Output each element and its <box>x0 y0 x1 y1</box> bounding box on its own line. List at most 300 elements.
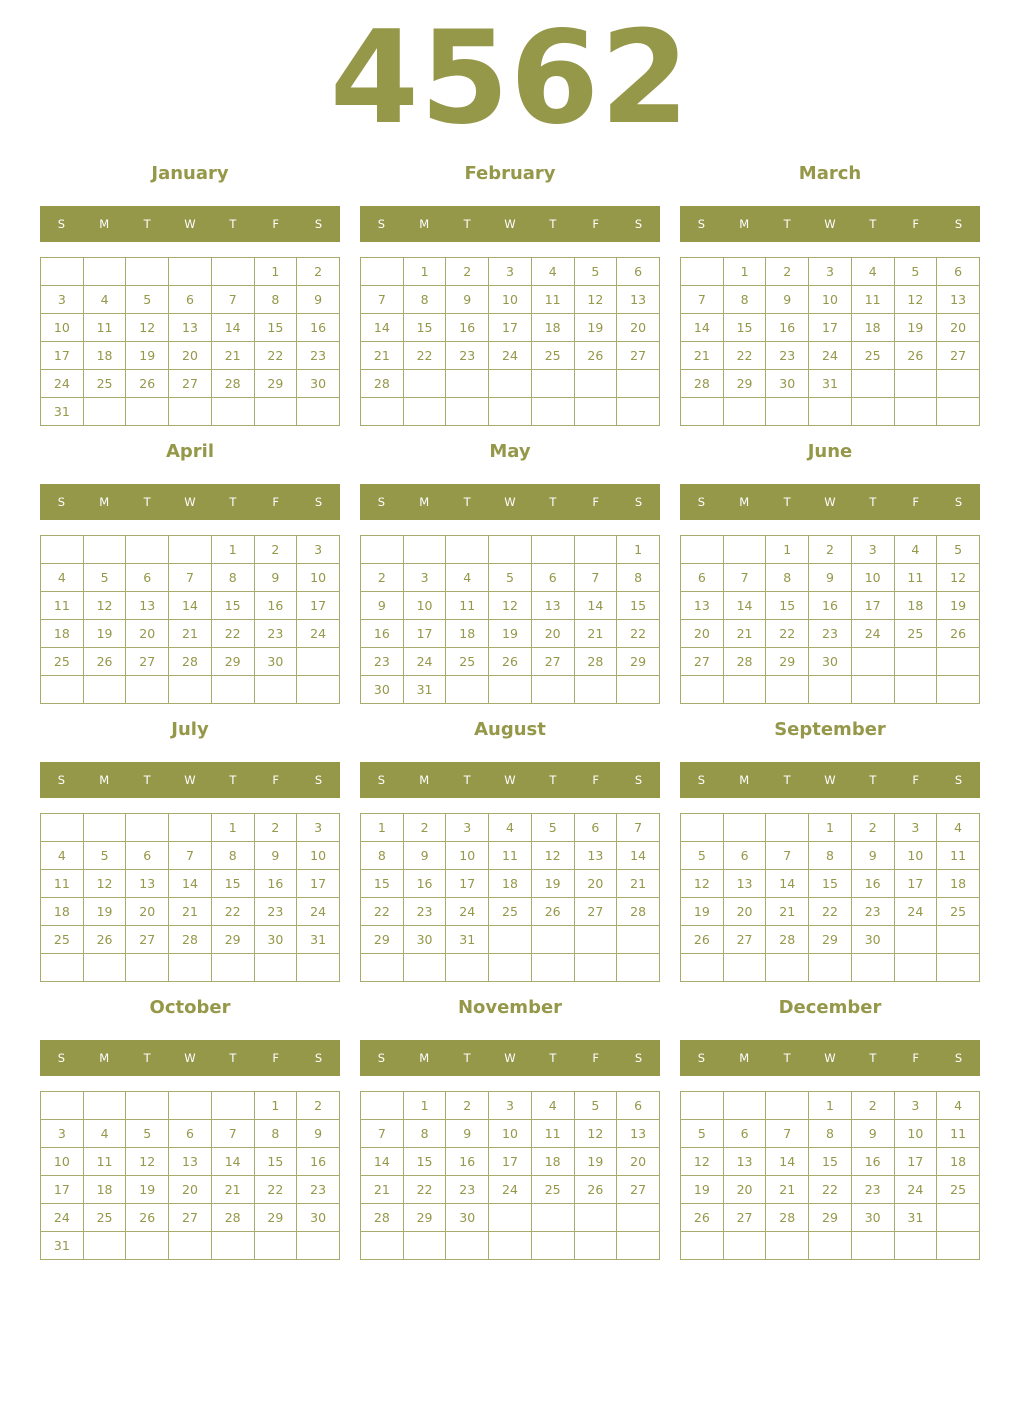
day-cell: 16 <box>851 870 894 898</box>
weekday-label: T <box>143 495 151 509</box>
day-cell: 24 <box>403 648 446 676</box>
week-row <box>361 676 660 704</box>
day-cell <box>681 676 724 704</box>
day-cell <box>361 398 404 426</box>
weekday-header <box>360 484 660 520</box>
week-row <box>681 286 980 314</box>
day-cell: 4 <box>83 1120 126 1148</box>
week-row <box>681 398 980 426</box>
week-row <box>361 258 660 286</box>
day-cell: 5 <box>126 1120 169 1148</box>
day-cell <box>894 648 937 676</box>
week-row <box>41 870 340 898</box>
day-cell: 9 <box>446 1120 489 1148</box>
weekday-label: S <box>57 773 66 787</box>
day-cell: 15 <box>809 870 852 898</box>
day-cell: 26 <box>937 620 980 648</box>
weekday-label: W <box>504 217 516 231</box>
week-row <box>361 1204 660 1232</box>
week-row <box>681 258 980 286</box>
day-cell: 10 <box>809 286 852 314</box>
day-cell: 17 <box>41 342 84 370</box>
day-cell <box>254 1232 297 1260</box>
day-cell: 20 <box>937 314 980 342</box>
day-cell <box>937 370 980 398</box>
day-cell: 13 <box>723 1148 766 1176</box>
week-row <box>361 1232 660 1260</box>
day-cell: 8 <box>403 286 446 314</box>
day-cell: 21 <box>169 898 212 926</box>
day-cell <box>297 398 340 426</box>
day-cell: 13 <box>723 870 766 898</box>
day-cell: 4 <box>531 258 574 286</box>
day-cell: 14 <box>211 1148 254 1176</box>
weekday-label: T <box>783 773 791 787</box>
day-cell: 23 <box>809 620 852 648</box>
day-cell <box>83 676 126 704</box>
weekday-label: T <box>869 773 877 787</box>
day-cell: 14 <box>766 1148 809 1176</box>
day-cell: 19 <box>83 898 126 926</box>
day-cell: 8 <box>254 286 297 314</box>
day-cell <box>574 398 617 426</box>
day-cell: 2 <box>403 814 446 842</box>
day-grid <box>40 1091 340 1260</box>
month-january <box>40 162 340 419</box>
day-cell: 16 <box>851 1148 894 1176</box>
day-grid <box>680 1091 980 1260</box>
day-cell: 1 <box>254 258 297 286</box>
weekday-label: T <box>229 773 237 787</box>
weekday-label: M <box>99 773 110 787</box>
day-cell: 14 <box>574 592 617 620</box>
day-cell: 28 <box>211 370 254 398</box>
day-cell: 19 <box>894 314 937 342</box>
day-cell: 16 <box>297 1148 340 1176</box>
day-cell: 29 <box>809 926 852 954</box>
day-cell <box>41 1092 84 1120</box>
day-cell: 5 <box>681 1120 724 1148</box>
day-cell: 9 <box>851 1120 894 1148</box>
day-cell: 20 <box>169 1176 212 1204</box>
day-cell <box>574 954 617 982</box>
day-cell: 20 <box>574 870 617 898</box>
day-cell: 1 <box>403 1092 446 1120</box>
day-cell <box>766 814 809 842</box>
day-cell: 15 <box>361 870 404 898</box>
day-cell: 6 <box>126 564 169 592</box>
day-cell <box>126 1232 169 1260</box>
day-cell <box>211 676 254 704</box>
day-cell: 13 <box>169 1148 212 1176</box>
day-cell <box>41 258 84 286</box>
day-grid <box>40 257 340 426</box>
day-cell: 1 <box>254 1092 297 1120</box>
day-cell: 26 <box>574 1176 617 1204</box>
day-cell: 15 <box>211 870 254 898</box>
day-cell: 15 <box>211 592 254 620</box>
day-cell: 4 <box>937 1092 980 1120</box>
weekday-label: W <box>824 773 836 787</box>
day-cell: 23 <box>361 648 404 676</box>
day-cell <box>894 954 937 982</box>
day-cell: 19 <box>937 592 980 620</box>
day-cell: 29 <box>254 1204 297 1232</box>
day-cell <box>361 954 404 982</box>
day-cell: 4 <box>489 814 532 842</box>
weekday-label: S <box>377 1051 386 1065</box>
day-cell: 1 <box>809 1092 852 1120</box>
weekday-header <box>360 206 660 242</box>
day-cell: 10 <box>851 564 894 592</box>
day-cell: 17 <box>446 870 489 898</box>
day-cell: 23 <box>297 1176 340 1204</box>
weekday-label: T <box>229 495 237 509</box>
weekday-label: T <box>463 773 471 787</box>
day-cell: 18 <box>531 314 574 342</box>
day-cell: 12 <box>574 286 617 314</box>
day-cell: 19 <box>574 314 617 342</box>
day-cell: 15 <box>254 1148 297 1176</box>
day-cell <box>531 954 574 982</box>
day-cell <box>83 398 126 426</box>
day-cell: 21 <box>766 898 809 926</box>
day-cell: 18 <box>851 314 894 342</box>
day-cell: 21 <box>211 1176 254 1204</box>
day-cell <box>126 676 169 704</box>
month-october <box>40 996 340 1253</box>
week-row <box>41 564 340 592</box>
week-row <box>681 842 980 870</box>
day-cell: 18 <box>489 870 532 898</box>
day-cell: 29 <box>361 926 404 954</box>
day-cell: 30 <box>766 370 809 398</box>
day-cell: 27 <box>723 926 766 954</box>
weekday-header <box>360 762 660 798</box>
day-cell: 3 <box>894 1092 937 1120</box>
week-row <box>681 536 980 564</box>
day-cell: 9 <box>297 1120 340 1148</box>
week-row <box>681 370 980 398</box>
day-cell: 2 <box>809 536 852 564</box>
day-cell <box>574 536 617 564</box>
day-cell: 17 <box>489 314 532 342</box>
weekday-label: S <box>377 217 386 231</box>
day-cell: 14 <box>617 842 660 870</box>
day-cell: 7 <box>361 1120 404 1148</box>
day-cell: 12 <box>681 1148 724 1176</box>
day-cell <box>446 536 489 564</box>
weekday-label: T <box>869 217 877 231</box>
day-grid <box>360 813 660 982</box>
day-cell: 6 <box>723 842 766 870</box>
day-cell: 10 <box>894 1120 937 1148</box>
day-grid <box>680 257 980 426</box>
week-row <box>361 398 660 426</box>
day-cell <box>681 536 724 564</box>
day-cell: 11 <box>531 1120 574 1148</box>
day-cell <box>574 676 617 704</box>
weekday-label: T <box>143 773 151 787</box>
day-cell <box>574 1232 617 1260</box>
day-grid <box>360 257 660 426</box>
day-cell <box>126 398 169 426</box>
day-cell: 21 <box>723 620 766 648</box>
day-cell: 17 <box>41 1176 84 1204</box>
day-cell <box>169 398 212 426</box>
week-row <box>681 314 980 342</box>
day-cell: 10 <box>41 314 84 342</box>
day-cell <box>83 258 126 286</box>
day-cell <box>403 398 446 426</box>
weekday-label: F <box>272 1051 280 1065</box>
day-cell <box>766 676 809 704</box>
week-row <box>361 592 660 620</box>
day-cell <box>894 398 937 426</box>
week-row <box>361 286 660 314</box>
day-cell: 2 <box>297 1092 340 1120</box>
day-cell <box>361 1092 404 1120</box>
week-row <box>681 954 980 982</box>
day-cell: 26 <box>126 370 169 398</box>
day-cell <box>169 258 212 286</box>
day-cell <box>531 398 574 426</box>
day-cell: 21 <box>169 620 212 648</box>
day-cell: 25 <box>41 648 84 676</box>
day-cell <box>489 926 532 954</box>
day-cell <box>169 676 212 704</box>
weekday-label: T <box>549 1051 557 1065</box>
day-cell: 19 <box>126 342 169 370</box>
day-cell <box>403 1232 446 1260</box>
day-cell <box>297 648 340 676</box>
weekday-label: M <box>739 495 750 509</box>
day-cell <box>809 954 852 982</box>
day-cell <box>254 676 297 704</box>
day-cell: 26 <box>489 648 532 676</box>
week-row <box>681 1232 980 1260</box>
day-cell: 26 <box>83 648 126 676</box>
day-cell: 21 <box>766 1176 809 1204</box>
day-cell <box>489 536 532 564</box>
day-cell: 2 <box>446 1092 489 1120</box>
day-cell <box>894 370 937 398</box>
year-title: 4562 <box>329 4 691 153</box>
day-cell <box>681 1232 724 1260</box>
day-cell: 8 <box>361 842 404 870</box>
day-cell: 5 <box>489 564 532 592</box>
day-cell: 14 <box>681 314 724 342</box>
week-row <box>361 648 660 676</box>
day-cell: 27 <box>681 648 724 676</box>
day-cell: 11 <box>894 564 937 592</box>
day-grid <box>680 535 980 704</box>
day-cell: 20 <box>169 342 212 370</box>
day-grid <box>40 813 340 982</box>
day-cell: 22 <box>809 1176 852 1204</box>
month-title: March <box>798 163 862 184</box>
day-cell <box>169 1092 212 1120</box>
week-row <box>41 648 340 676</box>
day-cell <box>41 814 84 842</box>
day-cell <box>766 1092 809 1120</box>
day-cell <box>83 536 126 564</box>
day-cell: 7 <box>169 564 212 592</box>
weekday-label: S <box>954 495 963 509</box>
weekday-header <box>360 1040 660 1076</box>
day-cell: 23 <box>254 898 297 926</box>
day-cell: 13 <box>617 286 660 314</box>
weekday-label: W <box>824 495 836 509</box>
day-cell: 14 <box>169 592 212 620</box>
weekday-label: T <box>783 495 791 509</box>
day-cell <box>361 258 404 286</box>
day-cell: 4 <box>446 564 489 592</box>
day-cell: 22 <box>254 342 297 370</box>
day-cell: 3 <box>851 536 894 564</box>
day-cell: 24 <box>851 620 894 648</box>
day-cell: 3 <box>297 814 340 842</box>
day-cell <box>531 926 574 954</box>
day-cell: 3 <box>41 1120 84 1148</box>
day-cell: 26 <box>894 342 937 370</box>
day-cell: 7 <box>681 286 724 314</box>
day-cell: 13 <box>126 592 169 620</box>
week-row <box>681 1204 980 1232</box>
day-cell: 30 <box>297 370 340 398</box>
weekday-label: S <box>314 217 323 231</box>
week-row <box>681 1092 980 1120</box>
day-cell <box>617 1232 660 1260</box>
day-cell <box>894 926 937 954</box>
month-august <box>360 718 660 947</box>
day-cell <box>297 954 340 982</box>
day-cell: 12 <box>126 1148 169 1176</box>
day-cell: 11 <box>41 870 84 898</box>
day-cell: 25 <box>531 1176 574 1204</box>
day-cell: 13 <box>531 592 574 620</box>
day-cell <box>489 398 532 426</box>
day-cell: 7 <box>169 842 212 870</box>
week-row <box>41 314 340 342</box>
day-cell: 27 <box>169 370 212 398</box>
month-december <box>680 996 980 1225</box>
day-cell: 8 <box>617 564 660 592</box>
day-cell <box>403 536 446 564</box>
month-february <box>360 162 660 391</box>
day-cell: 25 <box>851 342 894 370</box>
day-cell: 12 <box>894 286 937 314</box>
day-cell: 20 <box>617 314 660 342</box>
weekday-label: T <box>549 495 557 509</box>
weekday-label: W <box>184 495 196 509</box>
day-cell: 12 <box>489 592 532 620</box>
day-cell: 16 <box>254 870 297 898</box>
weekday-label: M <box>99 1051 110 1065</box>
day-cell: 6 <box>723 1120 766 1148</box>
day-cell <box>126 258 169 286</box>
weekday-label: S <box>57 1051 66 1065</box>
day-cell <box>446 370 489 398</box>
weekday-label: S <box>954 1051 963 1065</box>
day-cell: 28 <box>766 1204 809 1232</box>
day-cell: 29 <box>617 648 660 676</box>
weekday-label: S <box>314 773 323 787</box>
day-cell: 2 <box>361 564 404 592</box>
weekday-label: M <box>99 495 110 509</box>
weekday-label: S <box>954 217 963 231</box>
day-cell <box>937 926 980 954</box>
day-cell <box>851 398 894 426</box>
weekday-header <box>680 1040 980 1076</box>
day-cell <box>403 954 446 982</box>
day-cell: 27 <box>723 1204 766 1232</box>
weekday-label: T <box>229 1051 237 1065</box>
day-cell: 15 <box>809 1148 852 1176</box>
day-cell <box>851 954 894 982</box>
weekday-label: F <box>912 217 920 231</box>
day-cell <box>851 370 894 398</box>
day-cell: 30 <box>361 676 404 704</box>
day-cell: 19 <box>531 870 574 898</box>
day-cell: 28 <box>766 926 809 954</box>
weekday-label: W <box>824 1051 836 1065</box>
day-cell: 24 <box>41 1204 84 1232</box>
week-row <box>361 564 660 592</box>
day-cell: 15 <box>254 314 297 342</box>
day-cell: 23 <box>851 898 894 926</box>
day-cell <box>851 1232 894 1260</box>
weekday-label: T <box>463 1051 471 1065</box>
day-cell <box>617 676 660 704</box>
weekday-label: M <box>739 217 750 231</box>
day-cell: 11 <box>531 286 574 314</box>
day-cell: 20 <box>617 1148 660 1176</box>
day-cell: 8 <box>809 842 852 870</box>
day-cell: 6 <box>617 1092 660 1120</box>
day-cell: 21 <box>617 870 660 898</box>
day-cell <box>937 676 980 704</box>
day-cell: 11 <box>937 842 980 870</box>
day-cell: 5 <box>531 814 574 842</box>
week-row <box>361 1148 660 1176</box>
day-cell: 24 <box>446 898 489 926</box>
day-cell <box>937 648 980 676</box>
day-cell: 28 <box>169 926 212 954</box>
day-cell <box>211 1092 254 1120</box>
day-cell: 8 <box>766 564 809 592</box>
week-row <box>41 1232 340 1260</box>
day-cell: 2 <box>851 1092 894 1120</box>
day-cell <box>894 1232 937 1260</box>
day-cell: 17 <box>489 1148 532 1176</box>
day-cell: 15 <box>617 592 660 620</box>
weekday-header <box>40 206 340 242</box>
week-row <box>361 814 660 842</box>
day-cell: 24 <box>297 898 340 926</box>
day-cell: 25 <box>531 342 574 370</box>
day-cell: 7 <box>617 814 660 842</box>
day-cell: 28 <box>617 898 660 926</box>
day-cell <box>617 1204 660 1232</box>
weekday-label: T <box>143 217 151 231</box>
weekday-header <box>40 1040 340 1076</box>
week-row <box>41 536 340 564</box>
day-cell: 23 <box>254 620 297 648</box>
week-row <box>41 370 340 398</box>
day-cell: 20 <box>126 620 169 648</box>
week-row <box>41 842 340 870</box>
